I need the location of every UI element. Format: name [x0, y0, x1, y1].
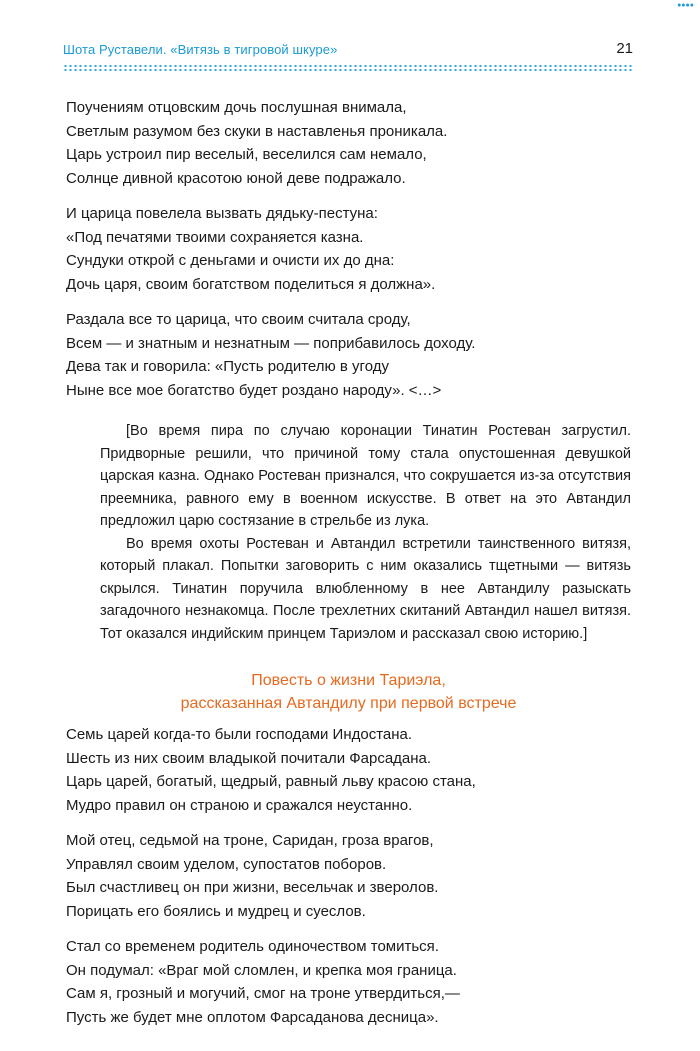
verse-line: Ныне все мое богатство будет роздано народу». <…> [66, 381, 442, 399]
verse-line: Сундуки открой с деньгами и очисти их до дна: [66, 252, 395, 269]
chapter-title-line: Повесть о жизни Тариэла, [251, 672, 446, 689]
verse-line: Дева так и говорила: «Пусть родителю в угоду [66, 358, 389, 375]
header-title: Шота Руставели. «Витязь в тигровой шкуре» [63, 42, 338, 57]
summary-block [100, 420, 631, 645]
verse-line: «Под печатями твоими сохраняется казна. [66, 228, 364, 246]
chapter-title-line: рассказанная Автандилу при первой встрече [180, 695, 517, 712]
summary-paragraph: Во время охоты Ростеван и Автандил встретили таинственного витязя, который плакал. Попытки заговорить с ним оказались тщетными — витязь скрылся. Тинатин поручила влюбленному в нее Автандилу разыскать загадочного незнакомца. После трехлетних скитаний Автандил нашел витязя. Тот оказался индийским принцем Тариэлом и рассказал свою историю.] [100, 535, 631, 642]
verse-line: Пусть же будет мне оплотом Фарсаданова десница». [66, 1008, 439, 1026]
page-body [66, 96, 631, 1041]
header-ornament [63, 64, 633, 72]
verse-line: Стал со временем родитель одиночеством томиться. [66, 938, 439, 955]
stanza [66, 723, 631, 817]
verse-line: Управлял своим уделом, супостатов поборов. [66, 855, 387, 873]
verse-line: И царица повелела вызвать дядьку-пестуна: [66, 205, 378, 222]
verse-line: Дочь царя, своим богатством поделиться я должна». [66, 275, 436, 293]
running-header [63, 40, 633, 60]
verse-line: Светлым разумом без скуки в наставленья проникала. [66, 122, 448, 140]
stanza [66, 96, 631, 190]
verse-line: Шесть из них своим владыкой почитали Фарсадана. [66, 749, 432, 767]
stanza [66, 935, 631, 1029]
verse-line: Мой отец, седьмой на троне, Саридан, гроза врагов, [66, 832, 434, 849]
verse-line: Царь устроил пир веселый, веселился сам немало, [66, 146, 427, 163]
stanza [66, 829, 631, 923]
chapter-title [66, 669, 631, 715]
verse-line: Мудро правил он страною и сражался неустанно. [66, 796, 413, 814]
verse-line: Порицать его боялись и мудрец и суеслов. [66, 902, 366, 920]
verse-line: Поучениям отцовским дочь послушная внимала, [66, 99, 407, 116]
verse-line: Сам я, грозный и могучий, смог на троне утвердиться,— [66, 985, 460, 1002]
verse-line: Семь царей когда-то были господами Индостана. [66, 726, 413, 743]
verse-line: Он подумал: «Враг мой сломлен, и крепка моя граница. [66, 961, 457, 979]
verse-line: Был счастливец он при жизни, весельчак и зверолов. [66, 879, 439, 896]
verse-line: Раздала все то царица, что своим считала сроду, [66, 311, 411, 328]
verse-line: Царь царей, богатый, щедрый, равный льву красою стана, [66, 773, 476, 790]
summary-paragraph: [Во время пира по случаю коронации Тинатин Ростеван загрустил. Придворные решили, что причиной тому стала опустошенная девушкой царская казна. Однако Ростеван признался, что сокрушается из-за отсутствия преемника, равного ему в военном искусстве. В ответ на это Автандил предложил царю состязание в стрельбе из лука. [100, 423, 631, 529]
verse-line: Солнце дивной красотою юной деве подражало. [66, 169, 406, 187]
page-number: 21 [616, 40, 633, 57]
stanza [66, 202, 631, 296]
corner-mark: ●●●● [677, 2, 694, 9]
stanza [66, 308, 631, 402]
verse-line: Всем — и знатным и незнатным — поприбавилось доходу. [66, 334, 476, 352]
